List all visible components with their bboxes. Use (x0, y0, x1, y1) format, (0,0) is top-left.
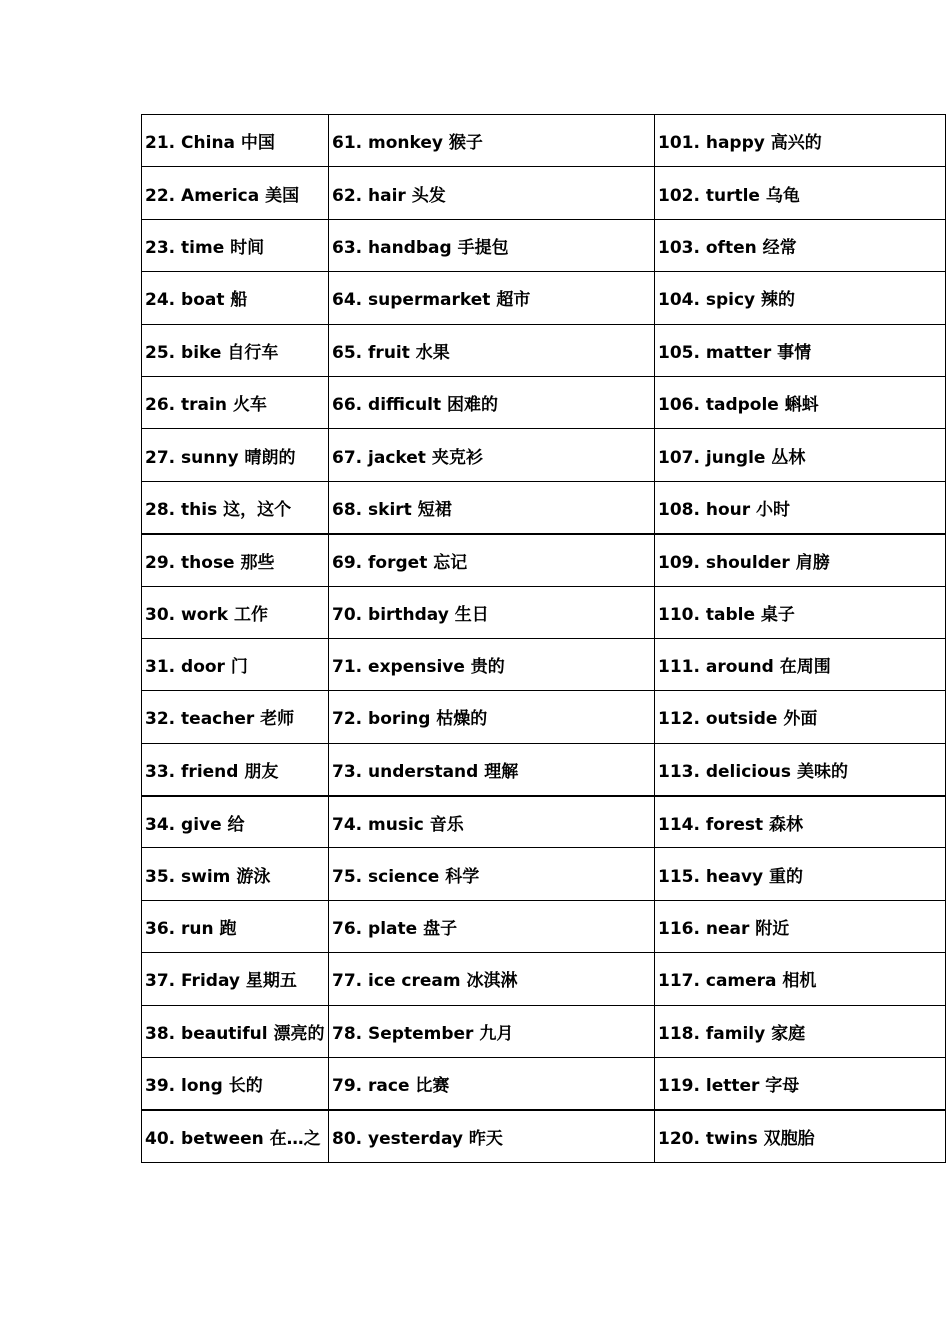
table-cell: 118. family 家庭 (655, 1005, 946, 1057)
table-cell: 24. boat 船 (142, 272, 329, 324)
table-cell: 76. plate 盘子 (329, 900, 655, 952)
table-row (142, 481, 946, 533)
table-cell: 75. science 科学 (329, 848, 655, 900)
table-cell: 120. twins 双胞胎 (655, 1110, 946, 1162)
table-row (142, 534, 946, 586)
table-row (142, 376, 946, 428)
table-cell: 117. camera 相机 (655, 953, 946, 1005)
table-cell: 72. boring 枯燥的 (329, 691, 655, 743)
table-cell: 64. supermarket 超市 (329, 272, 655, 324)
table-row (142, 1005, 946, 1057)
table-cell: 74. music 音乐 (329, 796, 655, 848)
table-cell: 32. teacher 老师 (142, 691, 329, 743)
table-cell: 40. between 在…之 (142, 1110, 329, 1162)
table-cell: 102. turtle 乌龟 (655, 167, 946, 219)
table-cell: 113. delicious 美味的 (655, 743, 946, 795)
table-cell: 30. work 工作 (142, 586, 329, 638)
table-cell: 63. handbag 手提包 (329, 219, 655, 271)
table-cell: 21. China 中国 (142, 115, 329, 167)
table-cell: 101. happy 高兴的 (655, 115, 946, 167)
table-cell: 66. difficult 困难的 (329, 376, 655, 428)
table-row (142, 272, 946, 324)
table-cell: 79. race 比赛 (329, 1058, 655, 1110)
table-cell: 105. matter 事情 (655, 324, 946, 376)
table-cell: 68. skirt 短裙 (329, 481, 655, 533)
table-cell: 22. America 美国 (142, 167, 329, 219)
table-cell: 106. tadpole 蝌蚪 (655, 376, 946, 428)
table-cell: 112. outside 外面 (655, 691, 946, 743)
table-row (142, 219, 946, 271)
table-row (142, 1058, 946, 1110)
table-row (142, 1110, 946, 1162)
table-cell: 62. hair 头发 (329, 167, 655, 219)
table-row (142, 796, 946, 848)
table-row (142, 900, 946, 952)
table-cell: 108. hour 小时 (655, 481, 946, 533)
table-row (142, 848, 946, 900)
table-row (142, 429, 946, 481)
table-cell: 80. yesterday 昨天 (329, 1110, 655, 1162)
table-cell: 39. long 长的 (142, 1058, 329, 1110)
table-row (142, 691, 946, 743)
table-cell: 34. give 给 (142, 796, 329, 848)
table-cell: 36. run 跑 (142, 900, 329, 952)
table-cell: 25. bike 自行车 (142, 324, 329, 376)
table-row (142, 167, 946, 219)
table-cell: 26. train 火车 (142, 376, 329, 428)
table-cell: 67. jacket 夹克衫 (329, 429, 655, 481)
table-cell: 37. Friday 星期五 (142, 953, 329, 1005)
table-cell: 115. heavy 重的 (655, 848, 946, 900)
table-row (142, 743, 946, 795)
table-cell: 61. monkey 猴子 (329, 115, 655, 167)
table-cell: 73. understand 理解 (329, 743, 655, 795)
table-cell: 103. often 经常 (655, 219, 946, 271)
table-cell: 38. beautiful 漂亮的 (142, 1005, 329, 1057)
table-row (142, 953, 946, 1005)
table-cell: 104. spicy 辣的 (655, 272, 946, 324)
table-row (142, 638, 946, 690)
table-cell: 109. shoulder 肩膀 (655, 534, 946, 586)
table-cell: 23. time 时间 (142, 219, 329, 271)
vocabulary-table (141, 114, 946, 1163)
table-cell: 31. door 门 (142, 638, 329, 690)
table-cell: 71. expensive 贵的 (329, 638, 655, 690)
table-cell: 78. September 九月 (329, 1005, 655, 1057)
table-cell: 119. letter 字母 (655, 1058, 946, 1110)
table-cell: 28. this 这，这个 (142, 481, 329, 533)
table-cell: 69. forget 忘记 (329, 534, 655, 586)
table-cell: 65. fruit 水果 (329, 324, 655, 376)
table-cell: 77. ice cream 冰淇淋 (329, 953, 655, 1005)
table-cell: 114. forest 森林 (655, 796, 946, 848)
table-cell: 70. birthday 生日 (329, 586, 655, 638)
table-cell: 33. friend 朋友 (142, 743, 329, 795)
table-row (142, 115, 946, 167)
table-row (142, 324, 946, 376)
vocabulary-table-body (142, 115, 946, 1163)
table-cell: 111. around 在周围 (655, 638, 946, 690)
table-cell: 110. table 桌子 (655, 586, 946, 638)
table-cell: 27. sunny 晴朗的 (142, 429, 329, 481)
table-cell: 35. swim 游泳 (142, 848, 329, 900)
table-cell: 29. those 那些 (142, 534, 329, 586)
table-row (142, 586, 946, 638)
table-cell: 107. jungle 丛林 (655, 429, 946, 481)
table-cell: 116. near 附近 (655, 900, 946, 952)
